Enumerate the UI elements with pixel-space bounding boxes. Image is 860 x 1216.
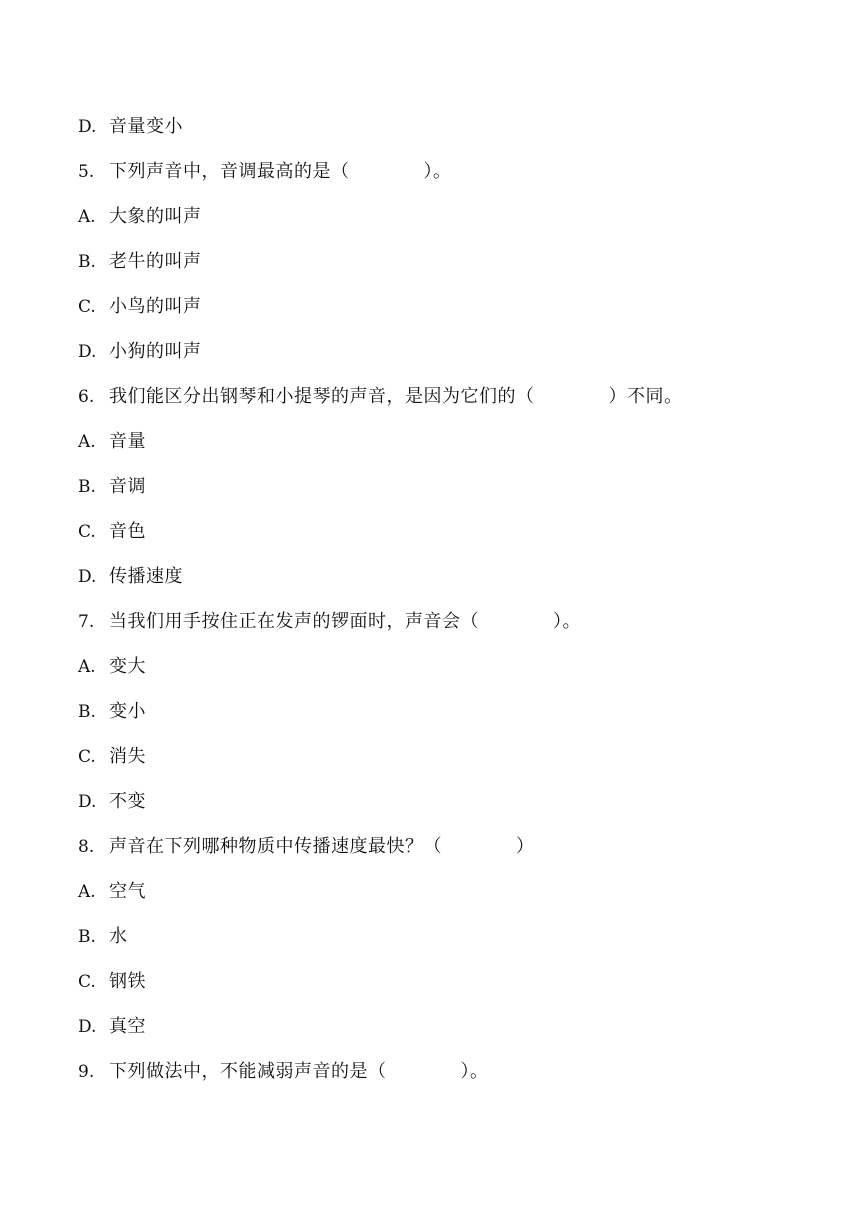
option-marker: C. xyxy=(78,747,96,767)
option-line xyxy=(78,1014,146,1040)
option-line xyxy=(78,474,146,500)
option-text: 钢铁 xyxy=(109,971,146,992)
option-line xyxy=(78,924,128,950)
option-text: 水 xyxy=(109,926,128,947)
question-text: 下列声音中，音调最高的是（ ）。 xyxy=(109,161,452,182)
option-text: 大象的叫声 xyxy=(109,206,202,227)
question-line xyxy=(78,1059,489,1085)
option-text: 真空 xyxy=(109,1016,146,1037)
option-marker: A. xyxy=(78,207,96,227)
option-marker: A. xyxy=(78,882,96,902)
option-line xyxy=(78,114,183,140)
option-text: 消失 xyxy=(109,746,146,767)
option-line xyxy=(78,429,146,455)
option-marker: A. xyxy=(78,432,96,452)
option-marker: D. xyxy=(78,342,97,362)
option-text: 音调 xyxy=(109,476,146,497)
option-marker: D. xyxy=(78,792,97,812)
option-text: 音量变小 xyxy=(109,116,183,137)
option-marker: B. xyxy=(78,702,96,722)
option-text: 小狗的叫声 xyxy=(109,341,202,362)
question-number: 5. xyxy=(78,162,95,182)
option-line xyxy=(78,654,146,680)
option-marker: C. xyxy=(78,522,96,542)
option-text: 不变 xyxy=(109,791,146,812)
option-text: 空气 xyxy=(109,881,146,902)
option-text: 传播速度 xyxy=(109,566,183,587)
option-marker: B. xyxy=(78,252,96,272)
option-line xyxy=(78,204,202,230)
option-line xyxy=(78,969,146,995)
option-line xyxy=(78,519,146,545)
question-text: 我们能区分出钢琴和小提琴的声音，是因为它们的（ ）不同。 xyxy=(109,386,683,407)
option-text: 音色 xyxy=(109,521,146,542)
option-marker: B. xyxy=(78,927,96,947)
question-text: 下列做法中，不能减弱声音的是（ ）。 xyxy=(109,1061,489,1082)
option-marker: B. xyxy=(78,477,96,497)
question-number: 9. xyxy=(78,1062,95,1082)
option-line xyxy=(78,789,146,815)
question-number: 8. xyxy=(78,837,95,857)
question-line xyxy=(78,834,535,860)
option-marker: C. xyxy=(78,972,96,992)
option-line xyxy=(78,564,183,590)
option-text: 小鸟的叫声 xyxy=(109,296,202,317)
option-text: 变大 xyxy=(109,656,146,677)
option-marker: D. xyxy=(78,117,97,137)
option-line xyxy=(78,294,202,320)
option-marker: D. xyxy=(78,567,97,587)
option-text: 老牛的叫声 xyxy=(109,251,202,272)
option-text: 音量 xyxy=(109,431,146,452)
question-number: 6. xyxy=(78,387,95,407)
option-marker: A. xyxy=(78,657,96,677)
question-line xyxy=(78,609,581,635)
question-text: 声音在下列哪种物质中传播速度最快？（ ） xyxy=(109,836,535,857)
option-marker: C. xyxy=(78,297,96,317)
option-marker: D. xyxy=(78,1017,97,1037)
question-number: 7. xyxy=(78,612,95,632)
question-text: 当我们用手按住正在发声的锣面时，声音会（ ）。 xyxy=(109,611,581,632)
option-text: 变小 xyxy=(109,701,146,722)
question-line xyxy=(78,384,683,410)
option-line xyxy=(78,699,146,725)
question-line xyxy=(78,159,452,185)
option-line xyxy=(78,879,146,905)
option-line xyxy=(78,339,202,365)
option-line xyxy=(78,744,146,770)
option-line xyxy=(78,249,202,275)
